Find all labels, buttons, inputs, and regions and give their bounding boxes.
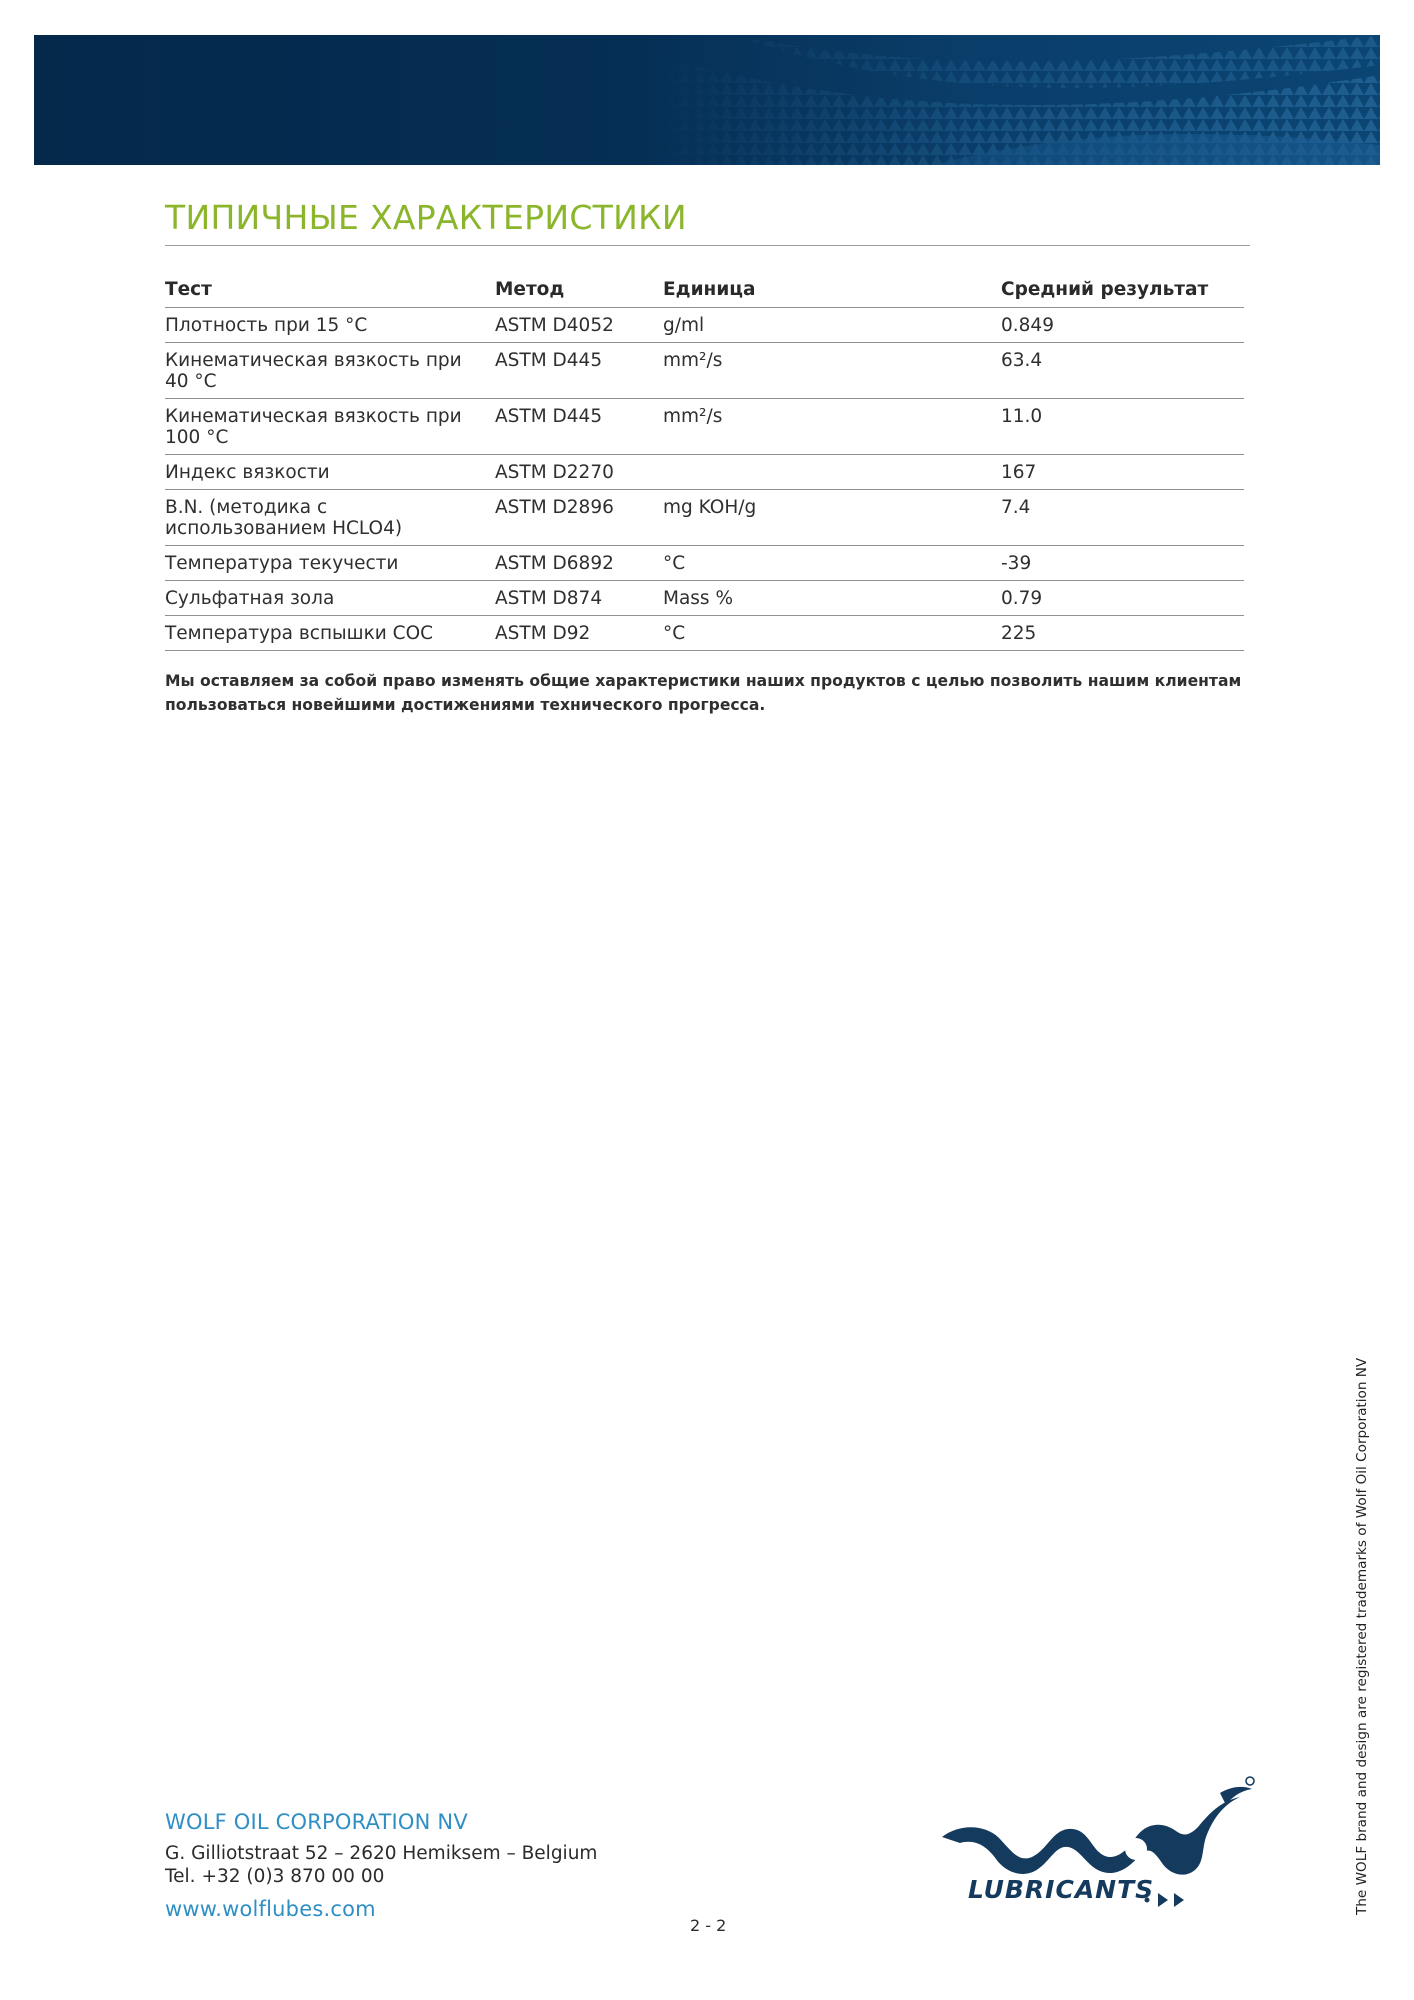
test-name: Температура текучести	[165, 553, 399, 574]
test-unit: g/ml	[663, 308, 1001, 343]
header-test: Тест	[165, 273, 495, 308]
test-method: ASTM D2896	[495, 490, 663, 546]
test-unit: mm²/s	[663, 399, 1001, 455]
section-title: ТИПИЧНЫЕ ХАРАКТЕРИСТИКИ	[165, 198, 687, 237]
test-name: B.N. (методика с использованием HCLO4)	[165, 497, 403, 539]
test-name: Плотность при 15 °C	[165, 315, 368, 336]
table-row	[165, 399, 1244, 455]
disclaimer-text: Мы оставляем за собой право изменять общие характеристики наших продуктов с целью позволить нашим клиентам пользоваться новейшими достижениями технического прогресса.	[165, 672, 1242, 714]
website-link[interactable]: www.wolflubes.com	[165, 1897, 376, 1921]
test-unit	[663, 455, 1001, 490]
test-result: 167	[1001, 455, 1244, 490]
company-name: WOLF OIL CORPORATION NV	[165, 1810, 468, 1834]
test-method: ASTM D874	[495, 581, 663, 616]
test-method: ASTM D445	[495, 343, 663, 399]
test-result: 7.4	[1001, 490, 1244, 546]
test-unit: Mass %	[663, 581, 1001, 616]
test-method: ASTM D4052	[495, 308, 663, 343]
table-row	[165, 455, 1244, 490]
table-row	[165, 308, 1244, 343]
company-phone: Tel. +32 (0)3 870 00 00	[165, 1866, 385, 1887]
test-name: Температура вспышки COC	[165, 623, 434, 644]
banner-pattern	[34, 35, 1380, 165]
test-name: Кинематическая вязкость при 40 °C	[165, 350, 462, 392]
table-row	[165, 546, 1244, 581]
header-unit: Единица	[663, 273, 1001, 308]
title-divider	[165, 245, 1250, 246]
test-name: Кинематическая вязкость при 100 °C	[165, 406, 462, 448]
test-result: 225	[1001, 616, 1244, 651]
header-result: Средний результат	[1001, 273, 1244, 308]
specifications-table	[165, 273, 1244, 651]
test-unit: °C	[663, 616, 1001, 651]
company-address: G. Gilliotstraat 52 – 2620 Hemiksem – Belgium	[165, 1843, 598, 1864]
test-name: Индекс вязкости	[165, 462, 330, 483]
test-unit: °C	[663, 546, 1001, 581]
test-method: ASTM D6892	[495, 546, 663, 581]
page-number: 2 - 2	[690, 1916, 727, 1935]
table-row	[165, 490, 1244, 546]
header-banner	[34, 35, 1380, 165]
test-name: Сульфатная зола	[165, 588, 335, 609]
test-unit: mg KOH/g	[663, 490, 1001, 546]
test-result: 0.79	[1001, 581, 1244, 616]
table-row	[165, 581, 1244, 616]
table-row	[165, 616, 1244, 651]
test-result: 0.849	[1001, 308, 1244, 343]
table-row	[165, 343, 1244, 399]
header-method: Метод	[495, 273, 663, 308]
test-method: ASTM D2270	[495, 455, 663, 490]
table-header-row	[165, 273, 1244, 308]
test-method: ASTM D445	[495, 399, 663, 455]
trademark-notice: The WOLF brand and design are registered trademarks of Wolf Oil Corporation NV	[1354, 1357, 1370, 1915]
test-method: ASTM D92	[495, 616, 663, 651]
logo-lubricants-text: LUBRICANTS	[968, 1875, 1155, 1904]
test-unit: mm²/s	[663, 343, 1001, 399]
test-result: 63.4	[1001, 343, 1244, 399]
test-result: 11.0	[1001, 399, 1244, 455]
test-result: -39	[1001, 546, 1244, 581]
